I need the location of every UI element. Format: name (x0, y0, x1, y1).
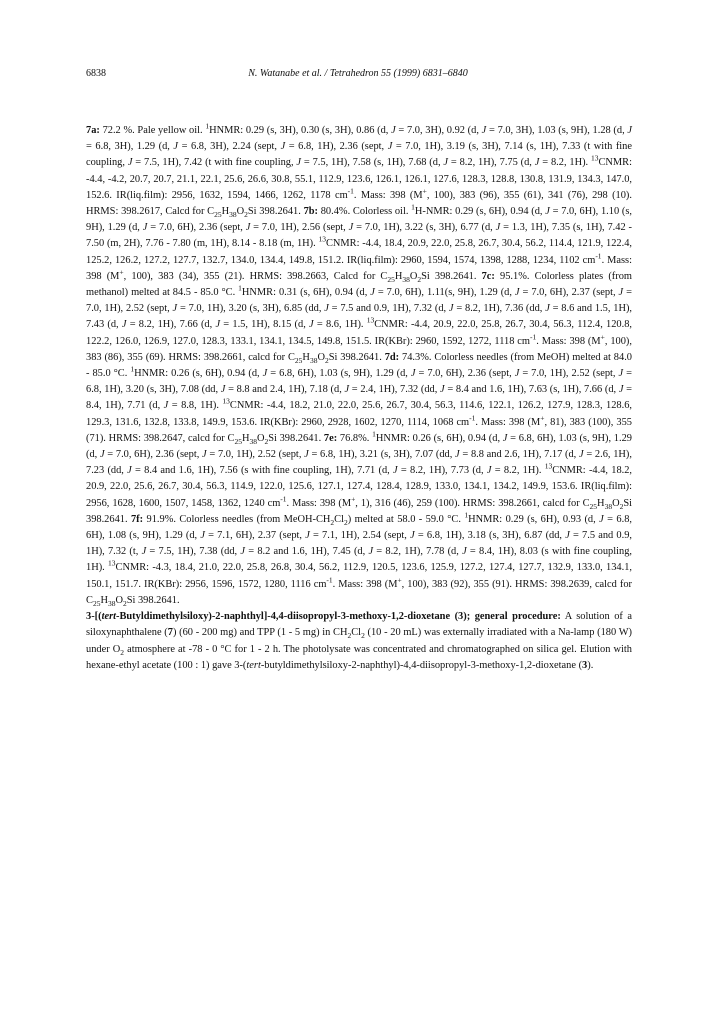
text-run: , 100), 383 (86), 355 (69). HRMS: 398.2661, calcd for C (86, 335, 632, 363)
bold-italic-run: tert (101, 611, 117, 623)
subscript: 25 (294, 355, 303, 365)
superscript: + (119, 267, 124, 277)
text-run: = 8.8 and 2.4, 1H), 7.18 (d, (225, 384, 345, 396)
page-number: 6838 (86, 68, 106, 79)
text-run: = 7.0, 1H), 2.52 (sept, (206, 449, 305, 461)
compound-data-paragraph (86, 123, 632, 609)
bold-run: 7d: (384, 351, 400, 363)
italic-run: J (455, 449, 460, 461)
text-run: . Mass: 398 (M (353, 189, 423, 201)
text-run: = 7.0, 1H), 2.56 (sept, (250, 222, 349, 234)
text-run: Si 398.2641. (421, 270, 482, 282)
general-procedure-paragraph (86, 609, 632, 674)
text-run: CNMR: -4.4, 20.9, 22.0, 25.8, 26.7, 30.4, 56.3, 112.4, 120.8, 122.2, 126.0, 126.9, 127.0, 128.3, 133.1, 134.1, 134.5, 149.8, 151.5. IR(KBr): 2960, 1592, 1272, 1118 cm (86, 319, 632, 347)
text-run: = 7.5 and 0.9, 1H), 7.32 (d, (328, 303, 449, 315)
italic-run: J (545, 206, 550, 218)
text-run: HNMR: 0.29 (s, 6H), 0.93 (d, (468, 513, 600, 525)
italic-run: J (410, 530, 415, 542)
text-run: = 7.0, 1H), 3.19 (s, 3H), 7.14 (s, 1H), 7.33 (t with fine coupling, (86, 141, 632, 169)
italic-run: J (99, 449, 105, 461)
text-run: , 100), 383 (92), 355 (91). HRMS: 398.2639, calcd for C (86, 578, 632, 606)
italic-run: J (304, 449, 309, 461)
text-run: = 7.0, 3H), 0.92 (d, (395, 125, 482, 136)
text-run: ) (60 - 200 mg) and TPP (1 - 5 mg) in CH (172, 627, 348, 639)
italic-run: J (579, 449, 584, 461)
text-run: = 8.4, 1H), 7.71 (d, (86, 384, 632, 412)
text-run: H (100, 594, 108, 606)
subscript: 2 (344, 517, 348, 527)
text-run: HNMR: 0.26 (s, 6H), 0.94 (d, (375, 432, 503, 444)
text-run: = 6.8, 1H), 2.36 (sept, (285, 141, 388, 153)
subscript: 25 (234, 436, 242, 446)
superscript: 13 (544, 461, 553, 471)
italic-run: J (215, 319, 221, 331)
text-run: H (597, 497, 605, 509)
text-run: , 100), 383 (96), 355 (61), 341 (76), 298 (10). HRMS: 398.2617, Calcd for C (86, 189, 632, 218)
text-run: HNMR: 0.26 (s, 6H), 0.94 (d, (134, 368, 263, 380)
text-run: = 8.2, 1H), 7.73 (d, (397, 465, 487, 477)
text-run: O (256, 432, 265, 444)
italic-run: J (462, 546, 467, 558)
italic-run: J (545, 303, 550, 315)
text-run: Si 398.2641. (126, 594, 180, 606)
italic-run: J (245, 222, 251, 234)
subscript: 25 (214, 210, 222, 220)
italic-run: J (200, 530, 205, 542)
italic-run: J (410, 368, 416, 380)
text-run: = 8.2, 1H). (491, 465, 545, 477)
italic-run: J (141, 546, 147, 558)
bold-run: 7 (167, 627, 173, 639)
subscript: 25 (92, 598, 101, 608)
text-run: = 7.0, 3H), 1.03 (s, 9H), 1.28 (d, (486, 125, 628, 136)
text-run: . Mass: 398 (M (286, 497, 352, 509)
italic-run: J (121, 319, 127, 331)
superscript: -1 (530, 332, 537, 342)
italic-run: J (618, 384, 624, 396)
text-run: 72.2 %. Pale yellow oil. (99, 125, 206, 136)
subscript: 38 (107, 598, 116, 608)
subscript: 2 (347, 631, 352, 641)
text-run: CNMR: -4.4, 18.4, 20.9, 22.0, 25.8, 26.7, 30.4, 56.2, 114.4, 121.9, 122.4, 125.2, 126.2, 127.2, 127.7, 132.7, 134.0, 134.4, 149.8, 151.2. IR(liq.film): 2960, 1594, 1574, 1398, 1288, 1234, 1102 cm (86, 238, 632, 266)
running-head: N. Watanabe et al. / Tetrahedron 55 (1999) 6831–6840 (248, 68, 468, 79)
text-run: = 7.0, 6H), 2.36 (sept, (415, 368, 515, 380)
italic-run: J (440, 384, 445, 396)
italic-run: J (296, 157, 302, 169)
subscript: 2 (417, 274, 422, 284)
italic-run: J (448, 303, 454, 315)
subscript: 38 (309, 355, 318, 365)
italic-run: J (220, 384, 226, 396)
text-run: A solution of a siloxynaphthalene ( (86, 611, 633, 639)
text-run: = 8.4 and 1.6, 1H), 7.63 (s, 1H), 7.66 (d, (444, 384, 619, 396)
italic-run: tert (246, 659, 261, 671)
bold-run: 3-[( (86, 611, 102, 623)
page-header (86, 68, 630, 82)
text-run: = 1.5, 1H), 8.15 (d, (220, 319, 310, 331)
text-run: atmosphere at -78 - 0 °C for 1 - 2 h. The photolysate was concentrated and chromatographed on silica gel. Elution with hexane-ethyl acetate (100 : 1) gave 3-( (86, 643, 632, 671)
text-run: = 7.0, 6H), 1.11(s, 9H), 1.29 (d, (374, 287, 515, 299)
text-run: 95.1%. Colorless plates (from methanol) melted at 84.5 - 85.0 °C. (86, 270, 632, 299)
text-run: = 7.0, 6H), 1.10 (s, 9H), 1.29 (d, (86, 206, 632, 234)
text-run: HNMR: 0.31 (s, 6H), 0.94 (d, (241, 287, 371, 299)
text-run: H (241, 432, 250, 444)
text-run: = 6.8, 6H), 1.08 (s, 9H), 1.29 (d, (86, 513, 632, 542)
superscript: + (422, 186, 427, 196)
subscript: 2 (244, 210, 248, 220)
experimental-section (86, 123, 632, 674)
italic-run: J (618, 287, 624, 299)
text-run: Si 398.2641. (247, 206, 304, 218)
text-run: CNMR: -4.3, 18.4, 21.0, 22.0, 25.8, 26.8, 30.4, 56.2, 112.9, 120.5, 123.6, 125.9, 127.2, 127.4, 127.7, 132.9, 133.0, 134.1, 150.1, 151.7. IR(KBr): 2956, 1596, 1572, 1280, 1116 cm (86, 562, 632, 590)
subscript: 2 (619, 501, 624, 511)
superscript: 1 (411, 202, 415, 212)
italic-run: J (391, 125, 396, 136)
italic-run: J (305, 530, 310, 542)
text-run: O (317, 351, 325, 363)
text-run: = 8.8, 1H). (168, 400, 223, 412)
subscript: 38 (249, 436, 257, 446)
italic-run: J (368, 546, 374, 558)
text-run: Cl (351, 627, 362, 639)
text-run: H (221, 206, 230, 218)
text-run: = 6.8, 3H), 1.29 (d, (86, 141, 174, 153)
text-run: H (302, 351, 310, 363)
superscript: -1 (347, 186, 354, 196)
italic-run: J (202, 449, 207, 461)
subscript: 2 (264, 436, 269, 446)
italic-run: J (348, 222, 354, 234)
text-run: 91.9%. Colorless needles (from MeOH-CH (143, 513, 331, 525)
superscript: -1 (280, 494, 287, 504)
text-run: . Mass: 398 (M (536, 335, 601, 347)
italic-run: J (344, 384, 350, 396)
text-run: H-NMR: 0.29 (s, 6H), 0.94 (d, (414, 206, 546, 218)
text-run: ). (587, 659, 594, 671)
text-run: = 7.1, 6H), 2.37 (sept, (204, 530, 306, 542)
italic-run: J (262, 368, 268, 380)
text-run: = 7.0, 6H), 2.36 (sept, (104, 449, 203, 461)
text-run: 76.8%. (337, 432, 373, 444)
superscript: 13 (366, 315, 375, 325)
superscript: -1 (469, 413, 476, 423)
superscript: 1 (205, 121, 210, 131)
text-run: = 7.0, 1H), 3.22 (s, 3H), 6.77 (d, (353, 222, 496, 234)
text-run: = 8.4 and 1.6, 1H), 7.56 (s with fine coupling, 1H), 7.71 (d, (131, 465, 394, 477)
text-run: (10 - 20 mL) was externally irradiated with a Na-lamp (180 W) under O (86, 627, 632, 655)
text-run: 74.3%. Colorless needles (from MeOH) melted at 84.0 - 85.0 °C. (86, 351, 632, 380)
text-run: Si 398.2641. (86, 497, 632, 525)
text-run: = 2.6, 1H), 7.23 (dd, (86, 449, 632, 477)
italic-run: J (534, 157, 540, 169)
text-run: = 1.3, 1H), 7.35 (s, 1H), 7.42 - 7.50 (m, 2H), 7.76 - 7.80 (m, 1H), 8.14 - 8.18 (m, 1H). (86, 222, 632, 250)
text-run: CNMR: -4.4, -4.2, 20.7, 20.7, 21.1, 22.1, 25.6, 26.6, 30.8, 55.1, 112.9, 123.6, 126.1, 126.1, 127.6, 128.3, 128.8, 130.8, 131.9, 134.3, 147.0, 152.6. IR(liq.film): 2956, 1632, 1594, 1466, 1262, 1178 cm (86, 157, 632, 201)
italic-run: J (486, 465, 492, 477)
text-run: = 6.8, 6H), 1.03 (s, 9H), 1.29 (d, (267, 368, 411, 380)
text-run: = 8.4, 1H), 8.03 (s with fine coupling, 1H). (86, 546, 632, 574)
italic-run: J (280, 141, 286, 153)
italic-run: J (618, 368, 624, 380)
italic-run: J (481, 125, 487, 136)
superscript: -1 (326, 575, 333, 585)
text-run: O (115, 594, 123, 606)
text-run: = 8.2, 1H), 7.78 (d, (373, 546, 463, 558)
italic-run: J (127, 157, 133, 169)
text-run: = 8.2, 1H), 7.36 (dd, (453, 303, 546, 315)
superscript: 13 (591, 153, 599, 163)
superscript: 1 (238, 283, 242, 293)
text-run: = 8.8 and 2.6, 1H), 7.17 (d, (459, 449, 579, 461)
subscript: 38 (402, 274, 410, 284)
text-run: -butyldimethylsiloxy-2-naphthyl)-4,4-diisopropyl-3-methoxy-1,2-dioxetane ( (260, 659, 583, 671)
text-run: = 7.5, 1H), 7.38 (dd, (146, 546, 241, 558)
text-run: CNMR: -4.4, 18.2, 20.9, 22.0, 25.6, 26.7, 30.4, 56.3, 114.9, 122.0, 125.6, 127.1, 127.4, 128.4, 128.9, 133.0, 134.1, 134.2, 149.9, 153.6. IR(liq.film): 2956, 1628, 1600, 1507, 1458, 1362, 1240 cm (86, 465, 633, 509)
text-run: = 7.0, 6H), 2.37 (sept, (519, 287, 619, 299)
text-run: = 6.8, 6H), 1.03 (s, 9H), 1.29 (d, (86, 432, 632, 461)
text-run: = 8.2, 1H), 7.75 (d, (448, 157, 535, 169)
italic-run: J (127, 465, 132, 477)
superscript: 1 (464, 510, 469, 520)
subscript: 2 (120, 647, 124, 657)
text-run: Si 398.2641. (328, 351, 385, 363)
italic-run: J (495, 222, 501, 234)
italic-run: J (514, 287, 520, 299)
text-run: . Mass: 398 (M (332, 578, 398, 590)
subscript: 2 (122, 598, 127, 608)
text-run: = 6.8, 3H), 2.24 (sept, (178, 141, 281, 153)
italic-run: J (142, 222, 148, 234)
italic-run: J (514, 368, 520, 380)
superscript: 13 (318, 234, 326, 244)
subscript: 2 (324, 355, 329, 365)
text-run: = 7.5 and 0.9, 1H), 7.32 (t, (86, 530, 632, 558)
text-run: = 6.8, 1H), 3.21 (s, 3H), 7.07 (dd, (308, 449, 456, 461)
text-run: = 7.5, 1H), 7.42 (t with fine coupling, (132, 157, 297, 169)
text-run: CNMR: -4.4, 18.2, 21.0, 22.0, 25.6, 26.7, 30.4, 56.3, 114.6, 122.1, 126.2, 127.9, 128.3, 128.6, 129.3, 131.6, 132.8, 133.8, 149.9, 153.6. IR(KBr): 2960, 2928, 1602, 1270, 1114, 1068 cm (86, 400, 632, 428)
text-run: = 7.0, 6H), 2.36 (sept, (147, 222, 246, 234)
italic-run: J (172, 303, 178, 315)
bold-run: 7b: (303, 206, 318, 218)
subscript: 2 (361, 631, 365, 641)
text-run: ) melted at 58.0 - 59.0 °C. (347, 513, 465, 525)
text-run: , 81), 383 (100), 355 (71). HRMS: 398.2647, calcd for C (86, 416, 632, 444)
text-run: . Mass: 398 (M (475, 416, 541, 428)
bold-run: 7c: (481, 270, 495, 282)
text-run: Cl (334, 513, 344, 525)
italic-run: J (565, 530, 570, 542)
text-run: = 6.8, 1H), 3.18 (s, 3H), 6.87 (dd, (414, 530, 566, 542)
text-run: = 6.8, 1H), 3.20 (s, 3H), 7.08 (dd, (86, 368, 632, 396)
italic-run: J (309, 319, 314, 331)
italic-run: J (163, 400, 169, 412)
italic-run: J (370, 287, 375, 299)
italic-run: J (173, 141, 179, 153)
subscript: 38 (229, 210, 237, 220)
text-run: O (236, 206, 245, 218)
italic-run: J (387, 141, 393, 153)
text-run: HNMR: 0.29 (s, 3H), 0.30 (s, 3H), 0.86 (d, (209, 125, 392, 136)
superscript: + (600, 332, 605, 342)
text-run: Si 398.2641. (268, 432, 324, 444)
bold-run: 7a: (86, 125, 100, 136)
italic-run: J (627, 125, 633, 136)
superscript: 1 (372, 429, 376, 439)
superscript: 13 (222, 396, 230, 406)
text-run: . Mass: 398 (M (86, 254, 632, 282)
text-run: = 8.6, 1H). (313, 319, 367, 331)
italic-run: J (393, 465, 398, 477)
italic-run: J (324, 303, 329, 315)
text-run: 80.4%. Colorless oil. (318, 206, 412, 218)
subscript: 38 (604, 501, 613, 511)
text-run: = 8.2 and 1.6, 1H), 7.45 (d, (245, 546, 369, 558)
italic-run: J (240, 546, 246, 558)
bold-run: 3 (582, 659, 588, 671)
superscript: 1 (130, 364, 135, 374)
text-run: , 1), 316 (46), 259 (100). HRMS: 398.2661, calcd for C (355, 497, 590, 509)
text-run: H (394, 270, 403, 282)
text-run: = 8.2, 1H), 7.66 (d, (126, 319, 216, 331)
superscript: + (397, 575, 402, 585)
text-run: = 7.0, 1H), 3.20 (s, 3H), 6.85 (dd, (177, 303, 325, 315)
text-run: = 7.1, 1H), 2.54 (sept, (309, 530, 411, 542)
text-run: = 7.0, 1H), 2.52 (sept, (519, 368, 619, 380)
subscript: 2 (330, 517, 335, 527)
italic-run: J (502, 432, 508, 444)
text-run: = 2.4, 1H), 7.32 (dd, (349, 384, 441, 396)
bold-run: -Butyldimethylsiloxy)-2-naphthyl]-4,4-diisopropyl-3-methoxy-1,2-dioxetane (3); general procedure: (116, 611, 561, 623)
text-run: , 100), 383 (34), 355 (21). HRMS: 398.2663, Calcd for C (123, 270, 388, 282)
text-run: O (409, 270, 418, 282)
subscript: 25 (589, 501, 598, 511)
text-run: O (612, 497, 620, 509)
italic-run: J (443, 157, 449, 169)
bold-run: 7e: (323, 432, 338, 444)
text-run: = 7.5, 1H), 7.58 (s, 1H), 7.68 (d, (301, 157, 444, 169)
text-run: = 8.6 and 1.5, 1H), 7.43 (d, (86, 303, 633, 331)
subscript: 25 (387, 274, 395, 284)
superscript: -1 (595, 251, 602, 261)
superscript: + (540, 413, 545, 423)
text-run: = 7.0, 1H), 2.52 (sept, (86, 287, 632, 315)
bold-run: 7f: (130, 513, 144, 525)
text-run: = 8.2, 1H). (539, 157, 591, 169)
superscript: + (351, 494, 356, 504)
italic-run: J (599, 513, 604, 525)
superscript: 13 (108, 559, 116, 569)
